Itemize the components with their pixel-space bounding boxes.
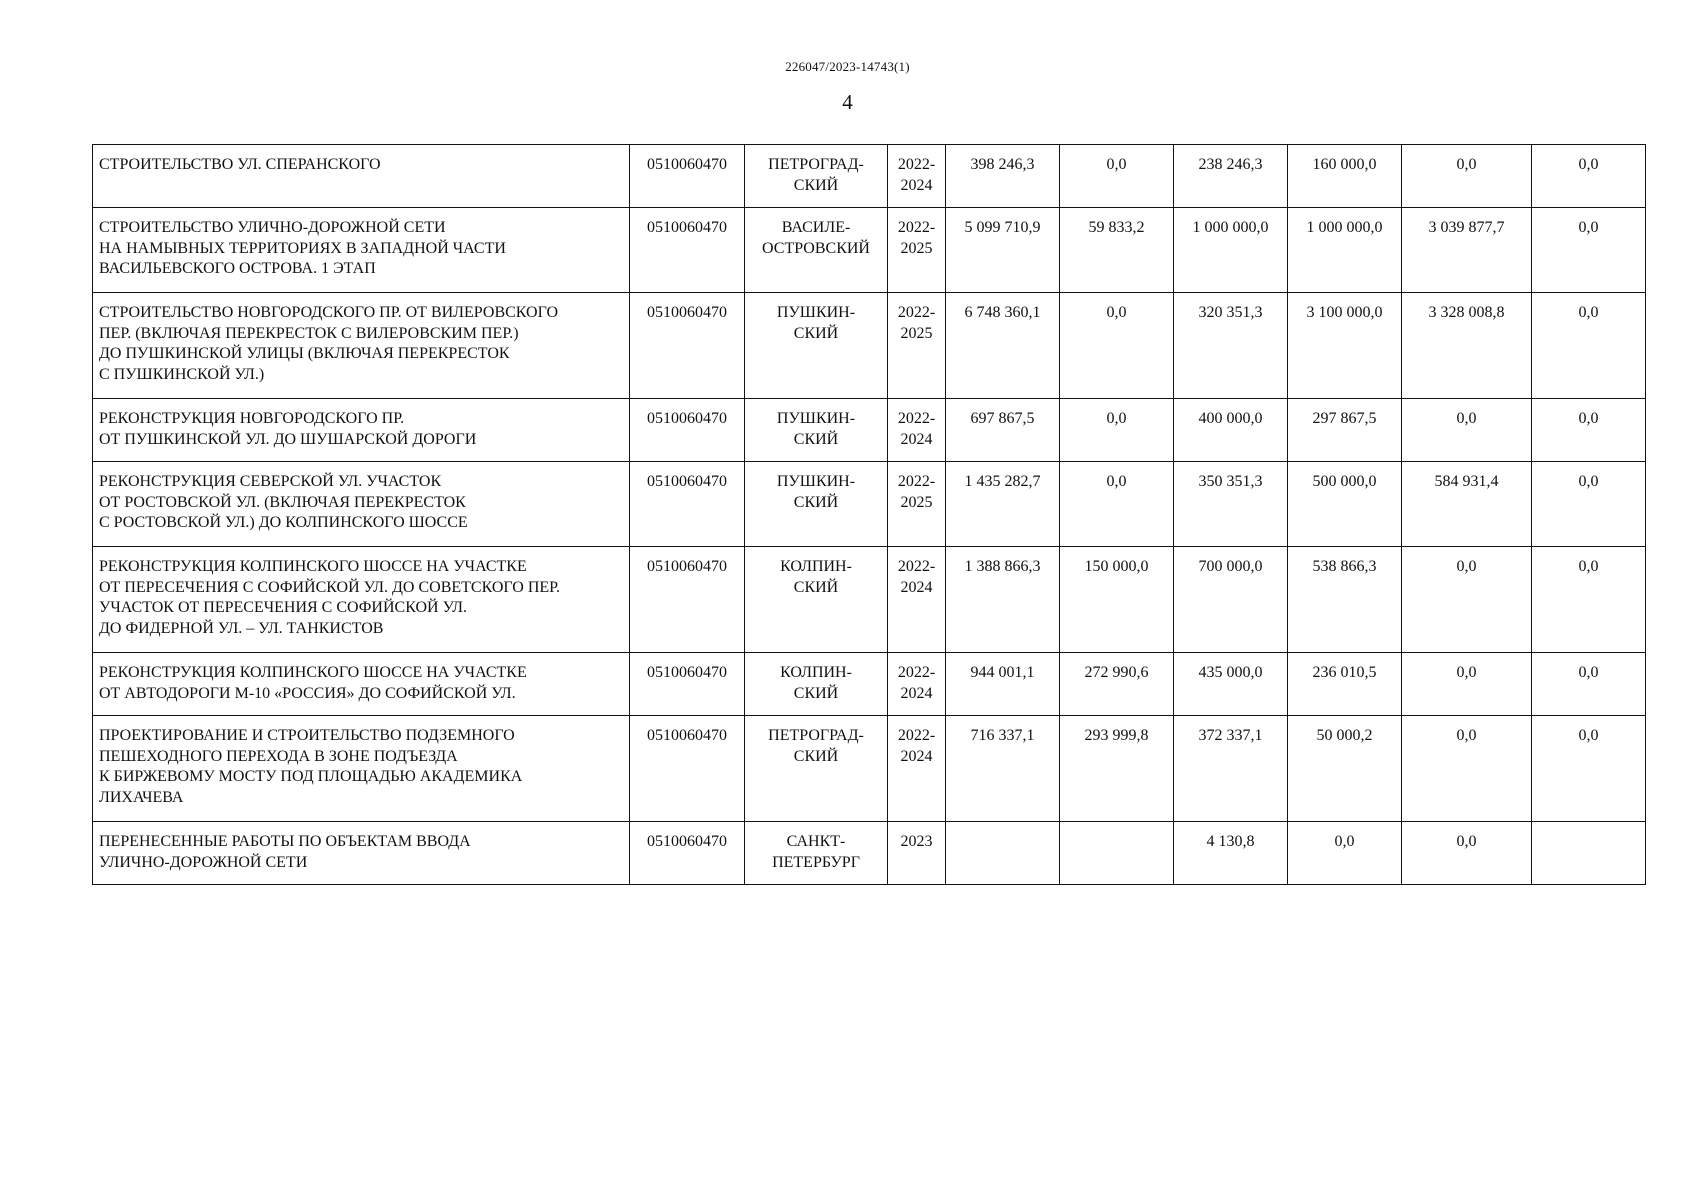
- amount-cell: 0,0: [1402, 145, 1532, 208]
- amount-cell: 320 351,3: [1174, 293, 1288, 399]
- object-name-cell: ПРОЕКТИРОВАНИЕ И СТРОИТЕЛЬСТВО ПОДЗЕМНОГО ПЕШЕХОДНОГО ПЕРЕХОДА В ЗОНЕ ПОДЪЕЗДА К БИРЖЕВОМУ МОСТУ ПОД ПЛОЩАДЬЮ АКАДЕМИКА ЛИХАЧЕВА: [93, 716, 630, 822]
- amount-cell: 0,0: [1532, 145, 1646, 208]
- amount-cell: 398 246,3: [946, 145, 1060, 208]
- budget-code-cell: 0510060470: [630, 293, 745, 399]
- amount-cell: 944 001,1: [946, 653, 1060, 716]
- table-row: [93, 208, 1646, 293]
- amount-cell: 0,0: [1532, 399, 1646, 462]
- table-row: [93, 716, 1646, 822]
- budget-code-cell: 0510060470: [630, 145, 745, 208]
- amount-cell: 0,0: [1402, 547, 1532, 653]
- table-row: [93, 145, 1646, 208]
- amount-cell: 0,0: [1532, 293, 1646, 399]
- district-cell: ПЕТРОГРАД- СКИЙ: [745, 716, 888, 822]
- amount-cell: 0,0: [1060, 293, 1174, 399]
- budget-code-cell: 0510060470: [630, 716, 745, 822]
- amount-cell: 3 100 000,0: [1288, 293, 1402, 399]
- page-number: 4: [842, 90, 853, 114]
- district-cell: ПУШКИН- СКИЙ: [745, 293, 888, 399]
- years-cell: 2022- 2024: [888, 145, 946, 208]
- amount-cell: 0,0: [1532, 547, 1646, 653]
- amount-cell: 297 867,5: [1288, 399, 1402, 462]
- object-name-cell: СТРОИТЕЛЬСТВО НОВГОРОДСКОГО ПР. ОТ ВИЛЕРОВСКОГО ПЕР. (ВКЛЮЧАЯ ПЕРЕКРЕСТОК С ВИЛЕРОВСКИМ ПЕР.) ДО ПУШКИНСКОЙ УЛИЦЫ (ВКЛЮЧАЯ ПЕРЕКРЕСТОК С ПУШКИНСКОЙ УЛ.): [93, 293, 630, 399]
- years-cell: 2022- 2025: [888, 293, 946, 399]
- years-cell: 2022- 2024: [888, 547, 946, 653]
- amount-cell: 584 931,4: [1402, 462, 1532, 547]
- table-row: [93, 653, 1646, 716]
- district-cell: КОЛПИН- СКИЙ: [745, 653, 888, 716]
- amount-cell: 0,0: [1532, 716, 1646, 822]
- amount-cell: 272 990,6: [1060, 653, 1174, 716]
- table-row: [93, 399, 1646, 462]
- amount-cell: 3 328 008,8: [1402, 293, 1532, 399]
- amount-cell: 0,0: [1060, 145, 1174, 208]
- district-cell: ПЕТРОГРАД- СКИЙ: [745, 145, 888, 208]
- amount-cell: 1 388 866,3: [946, 547, 1060, 653]
- amount-cell: 500 000,0: [1288, 462, 1402, 547]
- amount-cell: 0,0: [1060, 399, 1174, 462]
- object-name-cell: ПЕРЕНЕСЕННЫЕ РАБОТЫ ПО ОБЪЕКТАМ ВВОДА УЛИЧНО-ДОРОЖНОЙ СЕТИ: [93, 822, 630, 885]
- amount-cell: 3 039 877,7: [1402, 208, 1532, 293]
- district-cell: ВАСИЛЕ- ОСТРОВСКИЙ: [745, 208, 888, 293]
- amount-cell: 700 000,0: [1174, 547, 1288, 653]
- object-name-cell: РЕКОНСТРУКЦИЯ НОВГОРОДСКОГО ПР. ОТ ПУШКИНСКОЙ УЛ. ДО ШУШАРСКОЙ ДОРОГИ: [93, 399, 630, 462]
- amount-cell: 238 246,3: [1174, 145, 1288, 208]
- amount-cell: 435 000,0: [1174, 653, 1288, 716]
- amount-cell: 1 000 000,0: [1174, 208, 1288, 293]
- amount-cell: 59 833,2: [1060, 208, 1174, 293]
- amount-cell: 293 999,8: [1060, 716, 1174, 822]
- projects-table: [92, 144, 1646, 885]
- amount-cell: [1532, 822, 1646, 885]
- amount-cell: 1 435 282,7: [946, 462, 1060, 547]
- district-cell: ПУШКИН- СКИЙ: [745, 462, 888, 547]
- amount-cell: 50 000,2: [1288, 716, 1402, 822]
- budget-code-cell: 0510060470: [630, 822, 745, 885]
- amount-cell: 160 000,0: [1288, 145, 1402, 208]
- amount-cell: 1 000 000,0: [1288, 208, 1402, 293]
- object-name-cell: РЕКОНСТРУКЦИЯ КОЛПИНСКОГО ШОССЕ НА УЧАСТКЕ ОТ ПЕРЕСЕЧЕНИЯ С СОФИЙСКОЙ УЛ. ДО СОВЕТСКОГО ПЕР. УЧАСТОК ОТ ПЕРЕСЕЧЕНИЯ С СОФИЙСКОЙ УЛ. ДО ФИДЕРНОЙ УЛ. – УЛ. ТАНКИСТОВ: [93, 547, 630, 653]
- budget-code-cell: 0510060470: [630, 462, 745, 547]
- object-name-cell: СТРОИТЕЛЬСТВО УЛИЧНО-ДОРОЖНОЙ СЕТИ НА НАМЫВНЫХ ТЕРРИТОРИЯХ В ЗАПАДНОЙ ЧАСТИ ВАСИЛЬЕВСКОГО ОСТРОВА. 1 ЭТАП: [93, 208, 630, 293]
- amount-cell: 0,0: [1060, 462, 1174, 547]
- amount-cell: 0,0: [1532, 462, 1646, 547]
- amount-cell: 350 351,3: [1174, 462, 1288, 547]
- amount-cell: 6 748 360,1: [946, 293, 1060, 399]
- amount-cell: 716 337,1: [946, 716, 1060, 822]
- amount-cell: 5 099 710,9: [946, 208, 1060, 293]
- amount-cell: [946, 822, 1060, 885]
- object-name-cell: СТРОИТЕЛЬСТВО УЛ. СПЕРАНСКОГО: [93, 145, 630, 208]
- document-id: 226047/2023-14743(1): [785, 59, 910, 74]
- budget-code-cell: 0510060470: [630, 208, 745, 293]
- years-cell: 2022- 2024: [888, 653, 946, 716]
- object-name-cell: РЕКОНСТРУКЦИЯ СЕВЕРСКОЙ УЛ. УЧАСТОК ОТ РОСТОВСКОЙ УЛ. (ВКЛЮЧАЯ ПЕРЕКРЕСТОК С РОСТОВСКОЙ УЛ.) ДО КОЛПИНСКОГО ШОССЕ: [93, 462, 630, 547]
- object-name-cell: РЕКОНСТРУКЦИЯ КОЛПИНСКОГО ШОССЕ НА УЧАСТКЕ ОТ АВТОДОРОГИ М-10 «РОССИЯ» ДО СОФИЙСКОЙ УЛ.: [93, 653, 630, 716]
- amount-cell: 0,0: [1402, 399, 1532, 462]
- district-cell: ПУШКИН- СКИЙ: [745, 399, 888, 462]
- amount-cell: [1060, 822, 1174, 885]
- years-cell: 2022- 2025: [888, 462, 946, 547]
- amount-cell: 372 337,1: [1174, 716, 1288, 822]
- amount-cell: 4 130,8: [1174, 822, 1288, 885]
- amount-cell: 150 000,0: [1060, 547, 1174, 653]
- table-row: [93, 547, 1646, 653]
- amount-cell: 0,0: [1532, 653, 1646, 716]
- amount-cell: 0,0: [1288, 822, 1402, 885]
- years-cell: 2022- 2025: [888, 208, 946, 293]
- district-cell: КОЛПИН- СКИЙ: [745, 547, 888, 653]
- amount-cell: 697 867,5: [946, 399, 1060, 462]
- amount-cell: 0,0: [1402, 653, 1532, 716]
- budget-code-cell: 0510060470: [630, 653, 745, 716]
- amount-cell: 0,0: [1402, 716, 1532, 822]
- budget-code-cell: 0510060470: [630, 547, 745, 653]
- table-row: [93, 822, 1646, 885]
- table-row: [93, 293, 1646, 399]
- table-row: [93, 462, 1646, 547]
- budget-code-cell: 0510060470: [630, 399, 745, 462]
- district-cell: САНКТ- ПЕТЕРБУРГ: [745, 822, 888, 885]
- amount-cell: 0,0: [1532, 208, 1646, 293]
- amount-cell: 538 866,3: [1288, 547, 1402, 653]
- years-cell: 2022- 2024: [888, 399, 946, 462]
- amount-cell: 0,0: [1402, 822, 1532, 885]
- years-cell: 2022- 2024: [888, 716, 946, 822]
- amount-cell: 236 010,5: [1288, 653, 1402, 716]
- amount-cell: 400 000,0: [1174, 399, 1288, 462]
- years-cell: 2023: [888, 822, 946, 885]
